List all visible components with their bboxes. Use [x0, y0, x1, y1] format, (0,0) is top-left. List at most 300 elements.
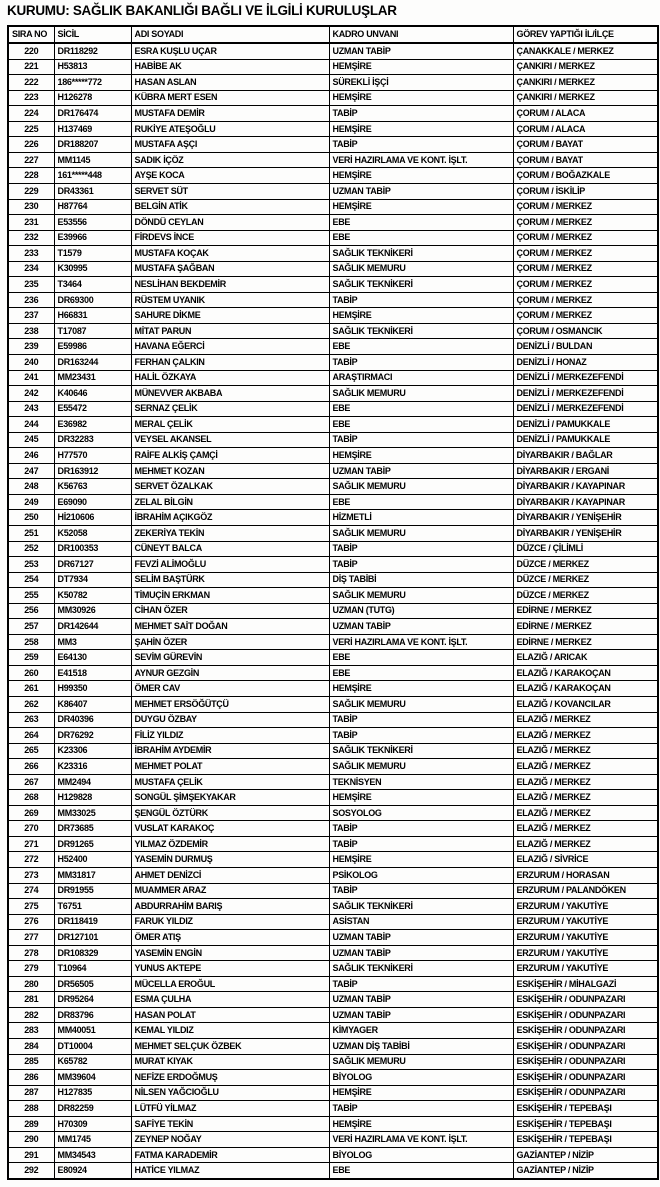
- table-row: [8, 1039, 658, 1055]
- cell-adi-soyadi: MEHMET KOZAN: [131, 463, 329, 479]
- cell-sira-no: 225: [8, 121, 54, 137]
- cell-adi-soyadi: RUKİYE ATEŞOĞLU: [131, 121, 329, 137]
- cell-adi-soyadi: FARUK YILDIZ: [131, 914, 329, 930]
- cell-sira-no: 285: [8, 1054, 54, 1070]
- cell-adi-soyadi: SERVET ÖZALKAK: [131, 479, 329, 495]
- cell-sira-no: 243: [8, 401, 54, 417]
- cell-adi-soyadi: İBRAHİM AÇIKGÖZ: [131, 510, 329, 526]
- cell-gorev-il-ilce: ELAZIĞ / MERKEZ: [513, 790, 658, 806]
- table-row: [8, 852, 658, 868]
- cell-sira-no: 224: [8, 106, 54, 122]
- cell-kadro-unvani: SAĞLIK MEMURU: [329, 525, 513, 541]
- table-row: [8, 215, 658, 231]
- cell-adi-soyadi: HABİBE AK: [131, 59, 329, 75]
- cell-sicil: MM2494: [54, 774, 131, 790]
- cell-sicil: H52400: [54, 852, 131, 868]
- table-row: [8, 914, 658, 930]
- cell-kadro-unvani: KİMYAGER: [329, 1023, 513, 1039]
- cell-sicil: E80924: [54, 1163, 131, 1179]
- cell-sira-no: 272: [8, 852, 54, 868]
- cell-gorev-il-ilce: DENİZLİ / MERKEZEFENDİ: [513, 401, 658, 417]
- cell-sira-no: 264: [8, 728, 54, 744]
- cell-adi-soyadi: TİMUÇİN ERKMAN: [131, 588, 329, 604]
- cell-gorev-il-ilce: ESKİŞEHİR / ODUNPAZARI: [513, 992, 658, 1008]
- cell-adi-soyadi: FİRDEVS İNCE: [131, 230, 329, 246]
- table-row: [8, 868, 658, 884]
- cell-sicil: DR76292: [54, 728, 131, 744]
- cell-gorev-il-ilce: DENİZLİ / HONAZ: [513, 354, 658, 370]
- cell-kadro-unvani: SAĞLIK TEKNİKERİ: [329, 277, 513, 293]
- table-row: [8, 821, 658, 837]
- cell-kadro-unvani: EBE: [329, 494, 513, 510]
- cell-sicil: H126278: [54, 90, 131, 106]
- cell-adi-soyadi: NESLİHAN BEKDEMİR: [131, 277, 329, 293]
- cell-adi-soyadi: ABDURRAHİM BARIŞ: [131, 899, 329, 915]
- cell-kadro-unvani: HEMŞİRE: [329, 90, 513, 106]
- cell-gorev-il-ilce: ÇORUM / MERKEZ: [513, 292, 658, 308]
- cell-gorev-il-ilce: DENİZLİ / MERKEZEFENDİ: [513, 386, 658, 402]
- cell-sicil: H70309: [54, 1116, 131, 1132]
- table-row: [8, 976, 658, 992]
- cell-adi-soyadi: FEVZİ ALİMOĞLU: [131, 557, 329, 573]
- cell-gorev-il-ilce: DİYARBAKIR / ERGANİ: [513, 463, 658, 479]
- cell-sicil: DR142644: [54, 619, 131, 635]
- cell-gorev-il-ilce: ÇORUM / MERKEZ: [513, 277, 658, 293]
- cell-kadro-unvani: SAĞLIK TEKNİKERİ: [329, 899, 513, 915]
- cell-sicil: E64130: [54, 650, 131, 666]
- cell-kadro-unvani: HEMŞİRE: [329, 448, 513, 464]
- cell-sicil: MM3: [54, 634, 131, 650]
- cell-gorev-il-ilce: DÜZCE / MERKEZ: [513, 588, 658, 604]
- table-row: [8, 339, 658, 355]
- cell-kadro-unvani: TABİP: [329, 432, 513, 448]
- cell-gorev-il-ilce: DİYARBAKIR / YENİŞEHİR: [513, 510, 658, 526]
- cell-adi-soyadi: ZEKERİYA TEKİN: [131, 525, 329, 541]
- cell-adi-soyadi: HATİCE YILMAZ: [131, 1163, 329, 1179]
- cell-sira-no: 275: [8, 899, 54, 915]
- cell-kadro-unvani: TABİP: [329, 712, 513, 728]
- cell-gorev-il-ilce: ESKİŞEHİR / MİHALGAZİ: [513, 976, 658, 992]
- table-row: [8, 665, 658, 681]
- cell-sicil: MM40051: [54, 1023, 131, 1039]
- table-row: [8, 1023, 658, 1039]
- cell-sira-no: 292: [8, 1163, 54, 1179]
- cell-sicil: E41518: [54, 665, 131, 681]
- cell-sicil: E69090: [54, 494, 131, 510]
- table-row: [8, 354, 658, 370]
- cell-gorev-il-ilce: DÜZCE / ÇİLİMLİ: [513, 541, 658, 557]
- cell-gorev-il-ilce: ELAZIĞ / MERKEZ: [513, 774, 658, 790]
- cell-sira-no: 246: [8, 448, 54, 464]
- cell-gorev-il-ilce: ESKİŞEHİR / TEPEBAŞI: [513, 1116, 658, 1132]
- cell-sira-no: 238: [8, 323, 54, 339]
- cell-adi-soyadi: VEYSEL AKANSEL: [131, 432, 329, 448]
- table-row: [8, 494, 658, 510]
- table-row: [8, 728, 658, 744]
- cell-sicil: DR163244: [54, 354, 131, 370]
- cell-kadro-unvani: HEMŞİRE: [329, 1116, 513, 1132]
- cell-sicil: DR176474: [54, 106, 131, 122]
- cell-kadro-unvani: EBE: [329, 215, 513, 231]
- cell-gorev-il-ilce: ESKİŞEHİR / TEPEBAŞI: [513, 1101, 658, 1117]
- cell-sicil: DR108329: [54, 945, 131, 961]
- cell-sira-no: 233: [8, 246, 54, 262]
- cell-adi-soyadi: DUYGU ÖZBAY: [131, 712, 329, 728]
- cell-adi-soyadi: RAİFE ALKİŞ ÇAMÇİ: [131, 448, 329, 464]
- cell-sira-no: 249: [8, 494, 54, 510]
- cell-sicil: DR118292: [54, 43, 131, 59]
- cell-sicil: MM33025: [54, 805, 131, 821]
- cell-kadro-unvani: TABİP: [329, 106, 513, 122]
- cell-kadro-unvani: TEKNİSYEN: [329, 774, 513, 790]
- cell-sira-no: 236: [8, 292, 54, 308]
- cell-sira-no: 259: [8, 650, 54, 666]
- cell-sira-no: 248: [8, 479, 54, 495]
- cell-gorev-il-ilce: ELAZIĞ / MERKEZ: [513, 759, 658, 775]
- cell-adi-soyadi: MÜNEVVER AKBABA: [131, 386, 329, 402]
- cell-sicil: E53556: [54, 215, 131, 231]
- cell-gorev-il-ilce: ÇORUM / ALACA: [513, 121, 658, 137]
- table-header-row: [8, 26, 658, 43]
- table-row: [8, 1163, 658, 1179]
- table-row: [8, 432, 658, 448]
- cell-sicil: DR69300: [54, 292, 131, 308]
- cell-sira-no: 286: [8, 1070, 54, 1086]
- table-row: [8, 836, 658, 852]
- cell-adi-soyadi: YUNUS AKTEPE: [131, 961, 329, 977]
- cell-gorev-il-ilce: ESKİŞEHİR / ODUNPAZARI: [513, 1054, 658, 1070]
- cell-sira-no: 268: [8, 790, 54, 806]
- cell-adi-soyadi: MÜCELLA EROĞUL: [131, 976, 329, 992]
- cell-sira-no: 239: [8, 339, 54, 355]
- cell-sira-no: 234: [8, 261, 54, 277]
- cell-sira-no: 231: [8, 215, 54, 231]
- cell-sira-no: 230: [8, 199, 54, 215]
- cell-sira-no: 257: [8, 619, 54, 635]
- cell-kadro-unvani: BİYOLOG: [329, 1070, 513, 1086]
- cell-sicil: H129828: [54, 790, 131, 806]
- cell-adi-soyadi: ŞENGÜL ÖZTÜRK: [131, 805, 329, 821]
- table-row: [8, 634, 658, 650]
- table-row: [8, 992, 658, 1008]
- cell-gorev-il-ilce: ELAZIĞ / MERKEZ: [513, 728, 658, 744]
- cell-adi-soyadi: MUSTAFA AŞÇI: [131, 137, 329, 153]
- table-row: [8, 603, 658, 619]
- cell-sira-no: 291: [8, 1147, 54, 1163]
- cell-sira-no: 288: [8, 1101, 54, 1117]
- cell-kadro-unvani: UZMAN TABİP: [329, 619, 513, 635]
- cell-sira-no: 282: [8, 1007, 54, 1023]
- table-row: [8, 183, 658, 199]
- cell-sira-no: 278: [8, 945, 54, 961]
- cell-adi-soyadi: ESRA KUŞLU UÇAR: [131, 43, 329, 59]
- cell-kadro-unvani: EBE: [329, 665, 513, 681]
- cell-adi-soyadi: NEFİZE ERDOĞMUŞ: [131, 1070, 329, 1086]
- cell-gorev-il-ilce: ELAZIĞ / KARAKOÇAN: [513, 665, 658, 681]
- cell-adi-soyadi: FATMA KARADEMİR: [131, 1147, 329, 1163]
- table-row: [8, 106, 658, 122]
- cell-adi-soyadi: LÜTFÜ YİLMAZ: [131, 1101, 329, 1117]
- cell-kadro-unvani: EBE: [329, 230, 513, 246]
- table-row: [8, 961, 658, 977]
- cell-kadro-unvani: SAĞLIK TEKNİKERİ: [329, 961, 513, 977]
- cell-sicil: E39966: [54, 230, 131, 246]
- cell-kadro-unvani: VERİ HAZIRLAMA VE KONT. İŞLT.: [329, 1132, 513, 1148]
- column-header-gorev-il-ilce: GÖREV YAPTIĞI İL/İLÇE: [513, 26, 658, 43]
- cell-gorev-il-ilce: ÇORUM / BAYAT: [513, 137, 658, 153]
- cell-adi-soyadi: MİTAT PARUN: [131, 323, 329, 339]
- cell-sicil: K40646: [54, 386, 131, 402]
- cell-sira-no: 227: [8, 152, 54, 168]
- cell-sicil: K23306: [54, 743, 131, 759]
- cell-sira-no: 284: [8, 1039, 54, 1055]
- cell-gorev-il-ilce: ERZURUM / YAKUTİYE: [513, 899, 658, 915]
- cell-sicil: H87764: [54, 199, 131, 215]
- cell-kadro-unvani: HEMŞİRE: [329, 852, 513, 868]
- cell-kadro-unvani: SAĞLIK MEMURU: [329, 479, 513, 495]
- cell-gorev-il-ilce: DENİZLİ / BULDAN: [513, 339, 658, 355]
- cell-sira-no: 226: [8, 137, 54, 153]
- cell-adi-soyadi: SONGÜL ŞİMŞEKYAKAR: [131, 790, 329, 806]
- cell-sira-no: 274: [8, 883, 54, 899]
- cell-adi-soyadi: ZEYNEP NOĞAY: [131, 1132, 329, 1148]
- cell-kadro-unvani: EBE: [329, 339, 513, 355]
- cell-kadro-unvani: UZMAN TABİP: [329, 1007, 513, 1023]
- cell-gorev-il-ilce: ELAZIĞ / MERKEZ: [513, 821, 658, 837]
- cell-sicil: T6751: [54, 899, 131, 915]
- cell-kadro-unvani: VERİ HAZIRLAMA VE KONT. İŞLT.: [329, 152, 513, 168]
- cell-adi-soyadi: MEHMET SELÇUK ÖZBEK: [131, 1039, 329, 1055]
- cell-kadro-unvani: TABİP: [329, 557, 513, 573]
- cell-sicil: Hİ210606: [54, 510, 131, 526]
- cell-gorev-il-ilce: ESKİŞEHİR / ODUNPAZARI: [513, 1023, 658, 1039]
- cell-kadro-unvani: HEMŞİRE: [329, 168, 513, 184]
- cell-gorev-il-ilce: EDİRNE / MERKEZ: [513, 634, 658, 650]
- cell-sira-no: 240: [8, 354, 54, 370]
- cell-sicil: DR40396: [54, 712, 131, 728]
- cell-sira-no: 221: [8, 59, 54, 75]
- cell-gorev-il-ilce: EDİRNE / MERKEZ: [513, 619, 658, 635]
- cell-sira-no: 255: [8, 588, 54, 604]
- cell-gorev-il-ilce: ÇORUM / BOĞAZKALE: [513, 168, 658, 184]
- cell-gorev-il-ilce: ERZURUM / YAKUTİYE: [513, 945, 658, 961]
- cell-gorev-il-ilce: DENİZLİ / PAMUKKALE: [513, 432, 658, 448]
- cell-sira-no: 229: [8, 183, 54, 199]
- cell-kadro-unvani: SAĞLIK TEKNİKERİ: [329, 743, 513, 759]
- cell-sicil: H53813: [54, 59, 131, 75]
- cell-sicil: MM34543: [54, 1147, 131, 1163]
- cell-sicil: MM30926: [54, 603, 131, 619]
- cell-sira-no: 277: [8, 930, 54, 946]
- cell-kadro-unvani: EBE: [329, 650, 513, 666]
- cell-kadro-unvani: SAĞLIK MEMURU: [329, 386, 513, 402]
- cell-kadro-unvani: TABİP: [329, 976, 513, 992]
- cell-sicil: 161*****448: [54, 168, 131, 184]
- cell-adi-soyadi: NİLSEN YAĞCIOĞLU: [131, 1085, 329, 1101]
- cell-adi-soyadi: SERVET SÜT: [131, 183, 329, 199]
- cell-sicil: K30995: [54, 261, 131, 277]
- cell-gorev-il-ilce: ERZURUM / YAKUTİYE: [513, 961, 658, 977]
- cell-sicil: H66831: [54, 308, 131, 324]
- cell-adi-soyadi: SERNAZ ÇELİK: [131, 401, 329, 417]
- cell-sicil: DT10004: [54, 1039, 131, 1055]
- cell-sicil: DR73685: [54, 821, 131, 837]
- table-row: [8, 401, 658, 417]
- cell-sicil: H127835: [54, 1085, 131, 1101]
- cell-gorev-il-ilce: ÇANKIRI / MERKEZ: [513, 59, 658, 75]
- cell-sicil: T10964: [54, 961, 131, 977]
- cell-sicil: MM1745: [54, 1132, 131, 1148]
- cell-gorev-il-ilce: ELAZIĞ / MERKEZ: [513, 836, 658, 852]
- cell-kadro-unvani: HEMŞİRE: [329, 681, 513, 697]
- table-row: [8, 883, 658, 899]
- cell-sicil: DT7934: [54, 572, 131, 588]
- cell-sicil: DR32283: [54, 432, 131, 448]
- cell-adi-soyadi: MEHMET ERSÖĞÜTÇÜ: [131, 697, 329, 713]
- cell-sira-no: 267: [8, 774, 54, 790]
- cell-gorev-il-ilce: ÇORUM / MERKEZ: [513, 199, 658, 215]
- cell-sicil: DR91955: [54, 883, 131, 899]
- cell-gorev-il-ilce: ESKİŞEHİR / ODUNPAZARI: [513, 1039, 658, 1055]
- cell-sira-no: 276: [8, 914, 54, 930]
- cell-kadro-unvani: TABİP: [329, 354, 513, 370]
- cell-kadro-unvani: ARAŞTIRMACI: [329, 370, 513, 386]
- cell-adi-soyadi: DÖNDÜ CEYLAN: [131, 215, 329, 231]
- table-row: [8, 1085, 658, 1101]
- cell-gorev-il-ilce: ESKİŞEHİR / ODUNPAZARI: [513, 1007, 658, 1023]
- table-row: [8, 370, 658, 386]
- cell-gorev-il-ilce: ÇORUM / MERKEZ: [513, 261, 658, 277]
- cell-adi-soyadi: AYNUR GEZGİN: [131, 665, 329, 681]
- cell-gorev-il-ilce: DİYARBAKIR / BAĞLAR: [513, 448, 658, 464]
- table-row: [8, 1147, 658, 1163]
- cell-kadro-unvani: SAĞLIK MEMURU: [329, 697, 513, 713]
- cell-sicil: MM39604: [54, 1070, 131, 1086]
- cell-sicil: E59986: [54, 339, 131, 355]
- table-row: [8, 1132, 658, 1148]
- table-row: [8, 1116, 658, 1132]
- cell-sira-no: 235: [8, 277, 54, 293]
- table-row: [8, 759, 658, 775]
- cell-sira-no: 254: [8, 572, 54, 588]
- table-row: [8, 588, 658, 604]
- cell-gorev-il-ilce: ELAZIĞ / KOVANCILAR: [513, 697, 658, 713]
- cell-sira-no: 283: [8, 1023, 54, 1039]
- table-row: [8, 697, 658, 713]
- cell-gorev-il-ilce: ÇORUM / BAYAT: [513, 152, 658, 168]
- cell-kadro-unvani: EBE: [329, 401, 513, 417]
- cell-adi-soyadi: HASAN POLAT: [131, 1007, 329, 1023]
- table-row: [8, 572, 658, 588]
- cell-sira-no: 245: [8, 432, 54, 448]
- cell-kadro-unvani: SAĞLIK TEKNİKERİ: [329, 246, 513, 262]
- cell-adi-soyadi: MUSTAFA KOÇAK: [131, 246, 329, 262]
- cell-sira-no: 269: [8, 805, 54, 821]
- cell-sicil: E55472: [54, 401, 131, 417]
- cell-gorev-il-ilce: ERZURUM / PALANDÖKEN: [513, 883, 658, 899]
- cell-sicil: DR163912: [54, 463, 131, 479]
- cell-gorev-il-ilce: DÜZCE / MERKEZ: [513, 557, 658, 573]
- cell-sicil: K52058: [54, 525, 131, 541]
- cell-sicil: H77570: [54, 448, 131, 464]
- table-row: [8, 308, 658, 324]
- personnel-table: [7, 25, 659, 1180]
- cell-gorev-il-ilce: DİYARBAKIR / KAYAPINAR: [513, 494, 658, 510]
- cell-sicil: 186*****772: [54, 75, 131, 91]
- cell-sicil: K23316: [54, 759, 131, 775]
- cell-kadro-unvani: TABİP: [329, 137, 513, 153]
- cell-sira-no: 220: [8, 43, 54, 59]
- table-row: [8, 479, 658, 495]
- cell-sira-no: 281: [8, 992, 54, 1008]
- cell-sicil: DR67127: [54, 557, 131, 573]
- cell-gorev-il-ilce: ESKİŞEHİR / ODUNPAZARI: [513, 1085, 658, 1101]
- cell-adi-soyadi: ZELAL BİLGİN: [131, 494, 329, 510]
- cell-gorev-il-ilce: DENİZLİ / PAMUKKALE: [513, 417, 658, 433]
- table-row: [8, 930, 658, 946]
- cell-kadro-unvani: HEMŞİRE: [329, 121, 513, 137]
- cell-sicil: K50782: [54, 588, 131, 604]
- cell-kadro-unvani: PSİKOLOG: [329, 868, 513, 884]
- cell-gorev-il-ilce: ERZURUM / YAKUTİYE: [513, 930, 658, 946]
- cell-sicil: MM23431: [54, 370, 131, 386]
- table-row: [8, 899, 658, 915]
- cell-kadro-unvani: UZMAN TABİP: [329, 992, 513, 1008]
- cell-gorev-il-ilce: ÇORUM / MERKEZ: [513, 230, 658, 246]
- table-row: [8, 386, 658, 402]
- cell-sira-no: 279: [8, 961, 54, 977]
- cell-gorev-il-ilce: ELAZIĞ / ARICAK: [513, 650, 658, 666]
- cell-sira-no: 250: [8, 510, 54, 526]
- cell-adi-soyadi: MERAL ÇELİK: [131, 417, 329, 433]
- cell-sicil: T3464: [54, 277, 131, 293]
- cell-gorev-il-ilce: ELAZIĞ / MERKEZ: [513, 743, 658, 759]
- table-row: [8, 541, 658, 557]
- cell-kadro-unvani: SAĞLIK TEKNİKERİ: [329, 323, 513, 339]
- cell-adi-soyadi: AYŞE KOCA: [131, 168, 329, 184]
- table-row: [8, 525, 658, 541]
- cell-sira-no: 265: [8, 743, 54, 759]
- table-row: [8, 681, 658, 697]
- cell-adi-soyadi: SEVİM GÜREVİN: [131, 650, 329, 666]
- column-header-sira-no: SIRA NO: [8, 26, 54, 43]
- cell-sicil: DR118419: [54, 914, 131, 930]
- cell-gorev-il-ilce: ÇORUM / OSMANCIK: [513, 323, 658, 339]
- cell-sicil: T17087: [54, 323, 131, 339]
- cell-adi-soyadi: SAHURE DİKME: [131, 308, 329, 324]
- document-title: KURUMU: SAĞLIK BAKANLIĞI BAĞLI VE İLGİLİ KURULUŞLAR: [7, 3, 397, 18]
- cell-adi-soyadi: YILMAZ ÖZDEMİR: [131, 836, 329, 852]
- cell-gorev-il-ilce: GAZİANTEP / NİZİP: [513, 1147, 658, 1163]
- table-row: [8, 246, 658, 262]
- cell-kadro-unvani: TABİP: [329, 1101, 513, 1117]
- cell-sicil: DR56505: [54, 976, 131, 992]
- table-row: [8, 417, 658, 433]
- cell-adi-soyadi: HAVANA EĞERCİ: [131, 339, 329, 355]
- cell-adi-soyadi: SADIK İÇÖZ: [131, 152, 329, 168]
- cell-kadro-unvani: UZMAN DİŞ TABİBİ: [329, 1039, 513, 1055]
- cell-adi-soyadi: ÖMER ATIŞ: [131, 930, 329, 946]
- cell-adi-soyadi: İBRAHİM AYDEMİR: [131, 743, 329, 759]
- table-row: [8, 137, 658, 153]
- cell-adi-soyadi: MEHMET SAİT DOĞAN: [131, 619, 329, 635]
- cell-adi-soyadi: KÜBRA MERT ESEN: [131, 90, 329, 106]
- cell-sira-no: 241: [8, 370, 54, 386]
- cell-sira-no: 232: [8, 230, 54, 246]
- cell-sira-no: 252: [8, 541, 54, 557]
- cell-gorev-il-ilce: DİYARBAKIR / YENİŞEHİR: [513, 525, 658, 541]
- cell-gorev-il-ilce: DİYARBAKIR / KAYAPINAR: [513, 479, 658, 495]
